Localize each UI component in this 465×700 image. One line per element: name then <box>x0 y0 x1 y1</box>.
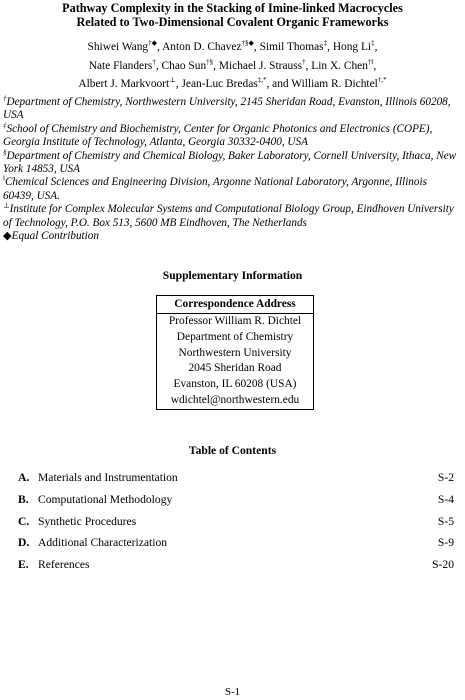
toc-label: Additional Characterization <box>38 536 168 549</box>
author-affiliation-mark: †§◆ <box>241 39 254 48</box>
toc-entry[interactable] <box>18 535 454 551</box>
author-affiliation-mark: † <box>152 57 156 66</box>
affiliation-5: ⊥Institute for Complex Molecular Systems and Computational Biology Group, Eindhoven University of Technology, P.O. Box 513, 5600 MB Eindhoven, The Netherlands <box>3 201 454 229</box>
author-name: Hong Li <box>332 41 372 53</box>
author-name: Jean-Luc Bredas <box>181 78 258 90</box>
toc-page: S-20 <box>432 558 454 571</box>
author-name: Lin X. Chen <box>311 59 368 72</box>
author-line-3: Albert J. Markvoort⊥, Jean-Luc Bredas‡,*, and William R. Dichtel†,* <box>78 76 387 90</box>
title-line-2: Related to Two-Dimensional Covalent Organic Frameworks <box>76 14 389 29</box>
author-affiliation-mark: †ǁ <box>367 57 374 66</box>
author-name: Albert J. Markvoort <box>78 78 170 90</box>
author-affiliation-mark: † <box>302 57 306 66</box>
correspondence-line: Professor William R. Dichtel <box>168 315 302 327</box>
title-line-1: Pathway Complexity in the Stacking of Imine-linked Macrocycles <box>62 1 403 15</box>
correspondence-lines <box>157 314 313 409</box>
toc-letter: B. <box>18 493 29 506</box>
toc-entry[interactable] <box>18 470 454 486</box>
toc-letter: E. <box>18 558 29 571</box>
toc-entry[interactable] <box>18 557 454 573</box>
author-affiliation-mark: ⊥ <box>169 76 176 85</box>
author-affiliation-mark: ‡,* <box>257 76 267 85</box>
affiliation-4: $^ǁ$Chemical Sciences and Engineering Division, Argonne National Laboratory, Argonne, Illinois 60439, USA. <box>3 174 427 202</box>
toc-entry[interactable] <box>18 492 454 508</box>
correspondence-box <box>156 295 314 410</box>
page-number: S-1 <box>224 686 241 698</box>
author-list <box>0 38 465 94</box>
correspondence-email[interactable]: wdichtel@northwestern.edu <box>170 393 300 406</box>
affiliation-1: †Department of Chemistry, Northwestern University, 2145 Sheridan Road, Evanston, Illinois 60208, USA <box>3 94 451 122</box>
author-line-1: Shiwei Wang†◆, Anton D. Chavez†§◆, Simil Thomas‡, Hong Li‡, <box>87 39 378 53</box>
author-affiliation-mark: ‡ <box>323 39 328 48</box>
author-affiliation-mark: ‡ <box>371 39 375 48</box>
toc-page: S-5 <box>437 515 454 528</box>
toc-letter: C. <box>18 515 30 528</box>
author-name: Michael J. Strauss <box>218 59 303 72</box>
author-name: Nate Flanders <box>88 59 153 72</box>
toc-page: S-4 <box>437 493 454 506</box>
supplementary-heading: Supplementary Information <box>162 269 303 282</box>
correspondence-line: Northwestern University <box>178 346 292 359</box>
author-name: Chao Sun <box>161 59 207 72</box>
author-line-2: Nate Flanders†, Chao Sun†§, Michael J. Strauss†, Lin X. Chen$^{\dagger ǁ}$, <box>88 57 377 72</box>
affiliation-6: ◆Equal Contribution <box>3 230 99 243</box>
toc-label: Synthetic Procedures <box>38 515 137 528</box>
toc-page: S-2 <box>437 471 454 484</box>
affiliation-2: ‡School of Chemistry and Biochemistry, Center for Organic Photonics and Electronics (COPE), Georgia Institute of Technology, Atlanta, Georgia 30332-0400, USA <box>3 121 433 149</box>
toc-heading: Table of Contents <box>188 444 277 457</box>
affiliations <box>3 96 458 243</box>
correspondence-line: Evanston, IL 60208 (USA) <box>173 378 297 391</box>
toc-page: S-9 <box>437 536 454 549</box>
affiliation-3: §Department of Chemistry and Chemical Biology, Baker Laboratory, Cornell University, Ithaca, New York 14853, USA <box>3 147 457 176</box>
toc-entry[interactable] <box>18 514 454 530</box>
toc-label: References <box>38 558 90 571</box>
toc-label: Materials and Instrumentation <box>38 471 178 484</box>
author-affiliation-mark: †◆ <box>148 39 157 48</box>
author-name: Shiwei Wang <box>87 41 149 53</box>
author-name: Simil Thomas <box>259 41 324 53</box>
correspondence-line: 2045 Sheridan Road <box>188 362 282 375</box>
author-affiliation-mark: †,* <box>377 76 387 85</box>
author-name: William R. Dichtel <box>291 78 378 90</box>
correspondence-line: Department of Chemistry <box>176 330 294 343</box>
author-affiliation-mark: †§ <box>206 57 214 66</box>
correspondence-heading: Correspondence Address <box>157 296 313 314</box>
author-name: Anton D. Chavez <box>162 41 242 53</box>
toc-letter: D. <box>18 536 30 549</box>
toc-label: Computational Methodology <box>38 493 173 506</box>
toc-letter: A. <box>18 471 30 484</box>
paper-title <box>0 2 465 29</box>
